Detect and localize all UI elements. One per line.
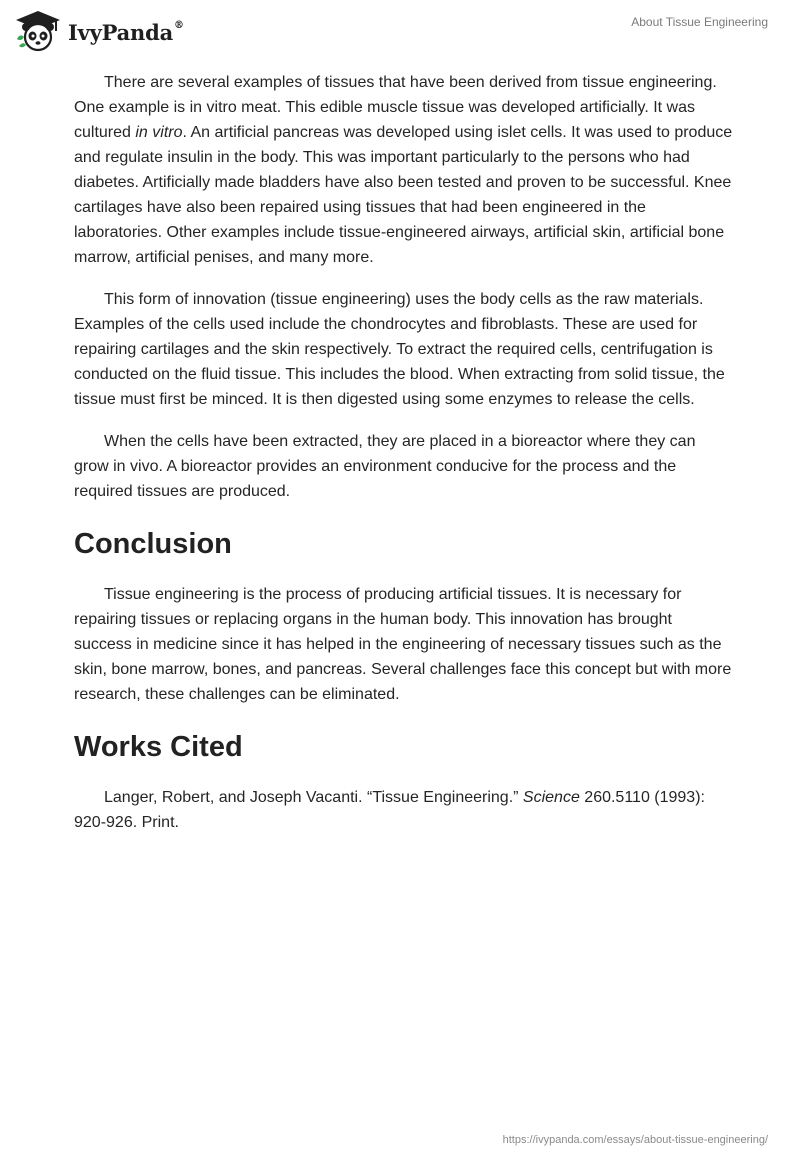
source-url[interactable]: https://ivypanda.com/essays/about-tissue-engineering/ xyxy=(502,1134,768,1146)
paragraph-body-cells: This form of innovation (tissue engineering) uses the body cells as the raw materials. Examples of the cells used include the chondrocytes and fibroblasts. These are used for repairing cartilages and the skin respectively. To extract the required cells, centrifugation is conducted on the fluid tissue. This includes the blood. When extracting from solid tissue, the tissue must first be minced. It is then digested using some enzymes to release the cells. xyxy=(74,291,725,408)
registered-mark: ® xyxy=(174,19,184,31)
ivypanda-logo[interactable] xyxy=(14,9,184,53)
works-cited-heading: Works Cited xyxy=(74,731,243,763)
italic-in-vitro: in vitro xyxy=(135,124,183,141)
essay-content xyxy=(74,70,734,852)
citation-entry: Langer, Robert, and Joseph Vacanti. “Tissue Engineering.” Science 260.5110 (1993): 920-926. Print. xyxy=(74,789,705,831)
brand-name: IvyPanda® xyxy=(68,19,184,45)
document-title: About Tissue Engineering xyxy=(631,15,768,29)
panda-graduate-icon xyxy=(14,9,62,53)
italic-journal-title: Science xyxy=(522,789,580,806)
page-header xyxy=(0,0,800,60)
conclusion-heading: Conclusion xyxy=(74,528,232,560)
paragraph-bioreactor: When the cells have been extracted, they are placed in a bioreactor where they can grow in vivo. A bioreactor provides an environment conducive for the process and the required tissues are produced. xyxy=(74,433,696,500)
paragraph-tissue-examples: There are several examples of tissues that have been derived from tissue engineering. One example is in vitro meat. This edible muscle tissue was developed artificially. It was cultured in vitro. An artificial pancreas was developed using islet cells. It was used to produce and regulate insulin in the body. This was important particularly to the persons who had diabetes. Artificially made bladders have also been tested and proven to be successful. Knee cartilages have also been repaired using tissues that had been engineered in the laboratories. Other examples include tissue-engineered airways, artificial skin, artificial bone marrow, artificial penises, and many more. xyxy=(74,74,733,266)
paragraph-conclusion: Tissue engineering is the process of producing artificial tissues. It is necessary for repairing tissues or replacing organs in the human body. This innovation has brought success in medicine since it has helped in the engineering of necessary tissues such as the skin, bone marrow, bones, and pancreas. Several challenges face this concept but with more research, these challenges can be eliminated. xyxy=(74,586,732,703)
